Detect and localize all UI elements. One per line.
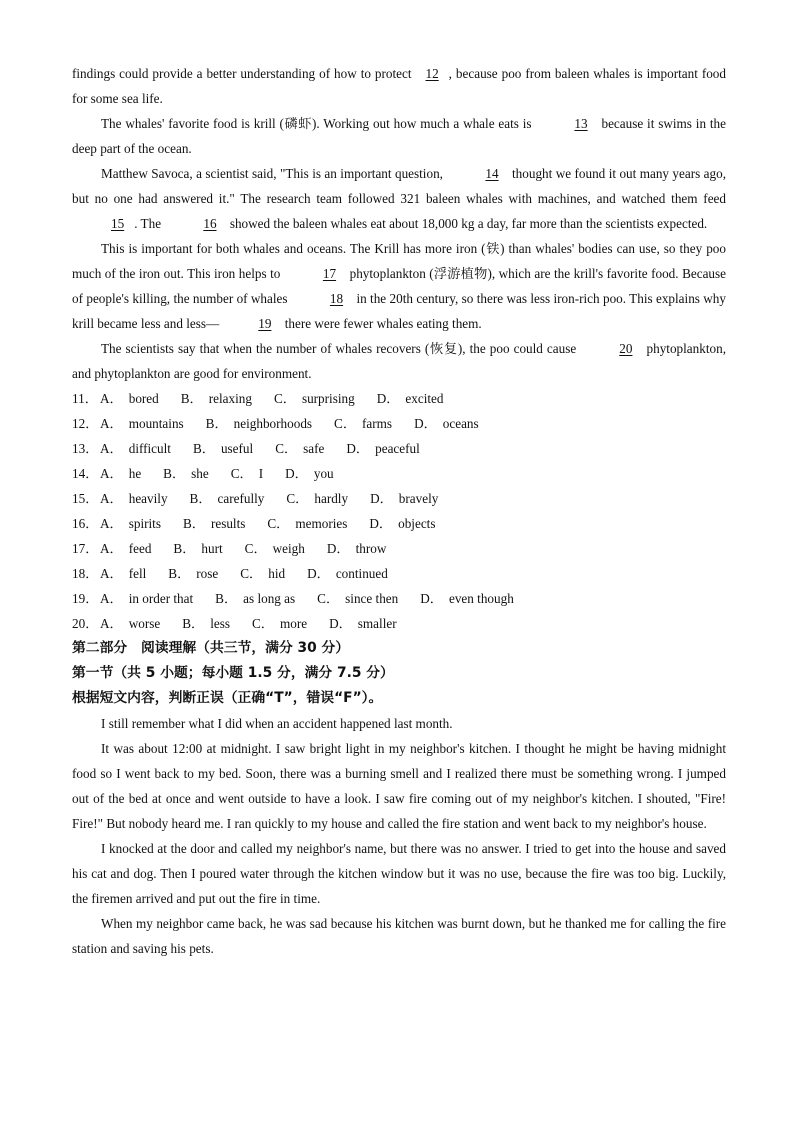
option-text: even though — [448, 591, 514, 606]
answer-option — [168, 561, 218, 586]
option-letter: C． — [240, 566, 263, 581]
answer-option — [181, 386, 252, 411]
option-letter: A． — [100, 391, 123, 406]
option-letter: D． — [370, 491, 393, 506]
option-text: fell — [128, 566, 147, 581]
option-letter: B． — [215, 591, 238, 606]
option-letter: D． — [376, 391, 400, 406]
option-text: objects — [398, 516, 436, 531]
answer-option — [193, 436, 253, 461]
question-number: 18． — [72, 566, 99, 581]
answer-option — [245, 536, 305, 561]
question-number: 20． — [72, 616, 99, 631]
option-text: difficult — [128, 441, 171, 456]
blank-17: 17 — [322, 266, 337, 281]
option-letter: D． — [420, 591, 443, 606]
option-letter: A． — [100, 541, 123, 556]
answer-option — [215, 586, 295, 611]
passage-paragraph-3: I knocked at the door and called my neighbor's name, but there was no answer. I tried to get into the house and saved his cat and dog. Then I poured water through the kitchen window but it was no use, because the fire was too big. Luckily, the firemen arrived and put out the fire in time. — [72, 841, 726, 906]
question-number: 16． — [72, 516, 99, 531]
answer-option — [100, 611, 160, 636]
option-letter: C． — [230, 466, 253, 481]
part-2-title: 第二部分 阅读理解（共三节，满分 30 分） — [72, 640, 350, 656]
blank-14: 14 — [485, 166, 499, 181]
option-letter: D． — [346, 441, 370, 456]
blank-12: 12 — [425, 66, 439, 81]
question-number: 17． — [72, 541, 99, 556]
option-text: hurt — [201, 541, 223, 556]
question-row — [72, 611, 726, 636]
answer-option — [100, 536, 151, 561]
answer-option — [275, 436, 324, 461]
option-text: mountains — [128, 416, 184, 431]
answer-option — [163, 461, 209, 486]
answer-option — [100, 386, 159, 411]
answer-option — [420, 586, 514, 611]
question-row — [72, 461, 726, 486]
option-text: smaller — [357, 616, 397, 631]
option-letter: C． — [244, 541, 267, 556]
answer-option — [100, 486, 168, 511]
option-text: more — [279, 616, 308, 631]
question-row — [72, 386, 726, 411]
option-text: weigh — [272, 541, 305, 556]
answer-option — [346, 436, 419, 461]
answer-option — [369, 511, 435, 536]
option-letter: C． — [273, 391, 296, 406]
question-row — [72, 511, 726, 536]
option-text: results — [210, 516, 246, 531]
option-text: oceans — [442, 416, 479, 431]
option-letter: D． — [285, 466, 308, 481]
question-number: 13． — [72, 441, 99, 456]
answer-option — [100, 436, 171, 461]
option-text: farms — [362, 416, 393, 431]
section-1-title: 第一节（共 5 小题；每小题 1.5 分，满分 7.5 分） — [72, 665, 394, 681]
question-row — [72, 411, 726, 436]
option-text: useful — [220, 441, 254, 456]
cloze-paragraph-4: This is important for both whales and oceans. The Krill has more iron (铁) than whales' bodies can use, so they poo much of the iron out. This iron helps to 17 phytoplankton (浮游植物), which are the krill's favorite food. Because of people's killing, the number of whales 18 in the 20th century, so there was less iron-rich poo. This explains why krill became less and less— 19 there were fewer whales eating them. — [72, 236, 726, 336]
option-text: spirits — [128, 516, 161, 531]
option-text: I — [258, 466, 264, 481]
option-letter: B． — [168, 566, 191, 581]
option-text: as long as — [243, 591, 296, 606]
blank-15: 15 — [111, 216, 125, 231]
answer-option — [100, 461, 141, 486]
answer-option — [252, 611, 307, 636]
answer-option — [317, 586, 398, 611]
option-letter: D． — [369, 516, 393, 531]
section-instruction: 根据短文内容，判断正误（正确“T”，错误“F”）。 — [72, 690, 383, 706]
blank-19: 19 — [258, 316, 272, 331]
answer-option — [377, 386, 444, 411]
option-letter: C． — [275, 441, 298, 456]
passage-paragraph-2: It was about 12:00 at midnight. I saw bright light in my neighbor's kitchen. I thought he might be having midnight food so I went back to my bed. Soon, there was a burning smell and I realized there must be something wrong. I jumped out of the bed at once and went outside to have a look. I saw fire coming out of my neighbor's kitchen. I shouted, "Fire! Fire!" But nobody heard me. I ran quickly to my house and called the fire station and went back to my neighbor's house. — [72, 741, 726, 831]
option-letter: C． — [334, 416, 357, 431]
option-letter: B． — [182, 616, 205, 631]
question-number: 14． — [72, 466, 99, 481]
option-text: throw — [355, 541, 387, 556]
option-letter: D． — [329, 616, 352, 631]
answer-option — [100, 561, 146, 586]
answer-option — [334, 411, 392, 436]
option-text: bored — [128, 391, 159, 406]
option-text: neighborhoods — [233, 416, 313, 431]
answer-option — [267, 511, 347, 536]
option-letter: B． — [180, 391, 203, 406]
answer-option — [307, 561, 388, 586]
option-letter: C． — [317, 591, 340, 606]
option-text: continued — [335, 566, 388, 581]
page-content — [72, 61, 726, 961]
answer-option — [286, 486, 348, 511]
option-letter: B． — [163, 466, 186, 481]
option-letter: B． — [192, 441, 215, 456]
option-text: less — [210, 616, 230, 631]
answer-option — [100, 411, 184, 436]
blank-16: 16 — [203, 216, 217, 231]
option-text: hid — [268, 566, 286, 581]
question-row — [72, 536, 726, 561]
option-text: you — [313, 466, 334, 481]
option-text: rose — [196, 566, 219, 581]
option-text: excited — [405, 391, 444, 406]
option-letter: A． — [100, 466, 123, 481]
answer-option — [414, 411, 479, 436]
question-number: 12． — [72, 416, 99, 431]
cloze-paragraph-3: Matthew Savoca, a scientist said, "This is an important question, 14 thought we found it out many years ago, but no one had answered it." The research team followed 321 baleen whales with machines, and watched them feed 15 . The 16 showed the baleen whales eat about 18,000 kg a day, far more than the scientists expected. — [72, 161, 726, 236]
answer-option — [100, 586, 193, 611]
option-text: peaceful — [375, 441, 420, 456]
option-text: heavily — [128, 491, 168, 506]
option-letter: B． — [189, 491, 212, 506]
question-row — [72, 586, 726, 611]
answer-option — [274, 386, 355, 411]
answer-option — [206, 411, 312, 436]
option-text: she — [191, 466, 209, 481]
answer-option — [240, 561, 285, 586]
option-letter: B． — [205, 416, 228, 431]
question-row — [72, 561, 726, 586]
cloze-paragraph-2: The whales' favorite food is krill (磷虾). Working out how much a whale eats is 13 because it swims in the deep part of the ocean. — [72, 111, 726, 161]
option-text: feed — [128, 541, 152, 556]
answer-option — [327, 536, 387, 561]
option-letter: B． — [182, 516, 205, 531]
cloze-paragraph-1: findings could provide a better understanding of how to protect 12 , because poo from baleen whales is important food for some sea life. — [72, 61, 726, 111]
question-row — [72, 436, 726, 461]
answer-option — [173, 536, 222, 561]
answer-option — [231, 461, 263, 486]
option-text: surprising — [301, 391, 355, 406]
cloze-paragraph-5: The scientists say that when the number of whales recovers (恢复), the poo could cause 20 phytoplankton, and phytoplankton are good for environment. — [72, 336, 726, 386]
blank-13: 13 — [574, 116, 588, 131]
option-letter: D． — [414, 416, 437, 431]
answer-option — [329, 611, 397, 636]
option-text: carefully — [217, 491, 265, 506]
option-letter: C． — [251, 616, 274, 631]
option-text: safe — [303, 441, 325, 456]
option-text: hardly — [314, 491, 349, 506]
option-letter: A． — [100, 516, 123, 531]
option-text: he — [128, 466, 142, 481]
question-options-list — [72, 386, 726, 636]
option-letter: B． — [173, 541, 196, 556]
answer-option — [183, 511, 245, 536]
option-text: bravely — [398, 491, 439, 506]
option-text: since then — [345, 591, 399, 606]
option-text: relaxing — [208, 391, 252, 406]
option-letter: D． — [307, 566, 330, 581]
passage-paragraph-1: I still remember what I did when an accident happened last month. — [101, 716, 453, 731]
option-letter: A． — [100, 566, 123, 581]
answer-option — [190, 486, 265, 511]
option-text: in order that — [128, 591, 194, 606]
blank-18: 18 — [329, 291, 344, 306]
option-letter: C． — [267, 516, 290, 531]
option-letter: D． — [326, 541, 350, 556]
answer-option — [370, 486, 438, 511]
answer-option — [182, 611, 230, 636]
option-letter: A． — [100, 491, 123, 506]
question-row — [72, 486, 726, 511]
option-letter: A． — [100, 441, 123, 456]
answer-option — [100, 511, 161, 536]
question-number: 11． — [72, 391, 98, 406]
option-text: memories — [295, 516, 348, 531]
question-number: 15． — [72, 491, 99, 506]
answer-option — [285, 461, 334, 486]
blank-20: 20 — [619, 341, 633, 356]
option-letter: A． — [100, 416, 123, 431]
passage-paragraph-4: When my neighbor came back, he was sad because his kitchen was burnt down, but he thanked me for calling the fire station and saving his pets. — [72, 916, 726, 956]
option-text: worse — [128, 616, 161, 631]
option-letter: A． — [100, 616, 123, 631]
option-letter: A． — [100, 591, 123, 606]
question-number: 19． — [72, 591, 99, 606]
option-letter: C． — [286, 491, 309, 506]
